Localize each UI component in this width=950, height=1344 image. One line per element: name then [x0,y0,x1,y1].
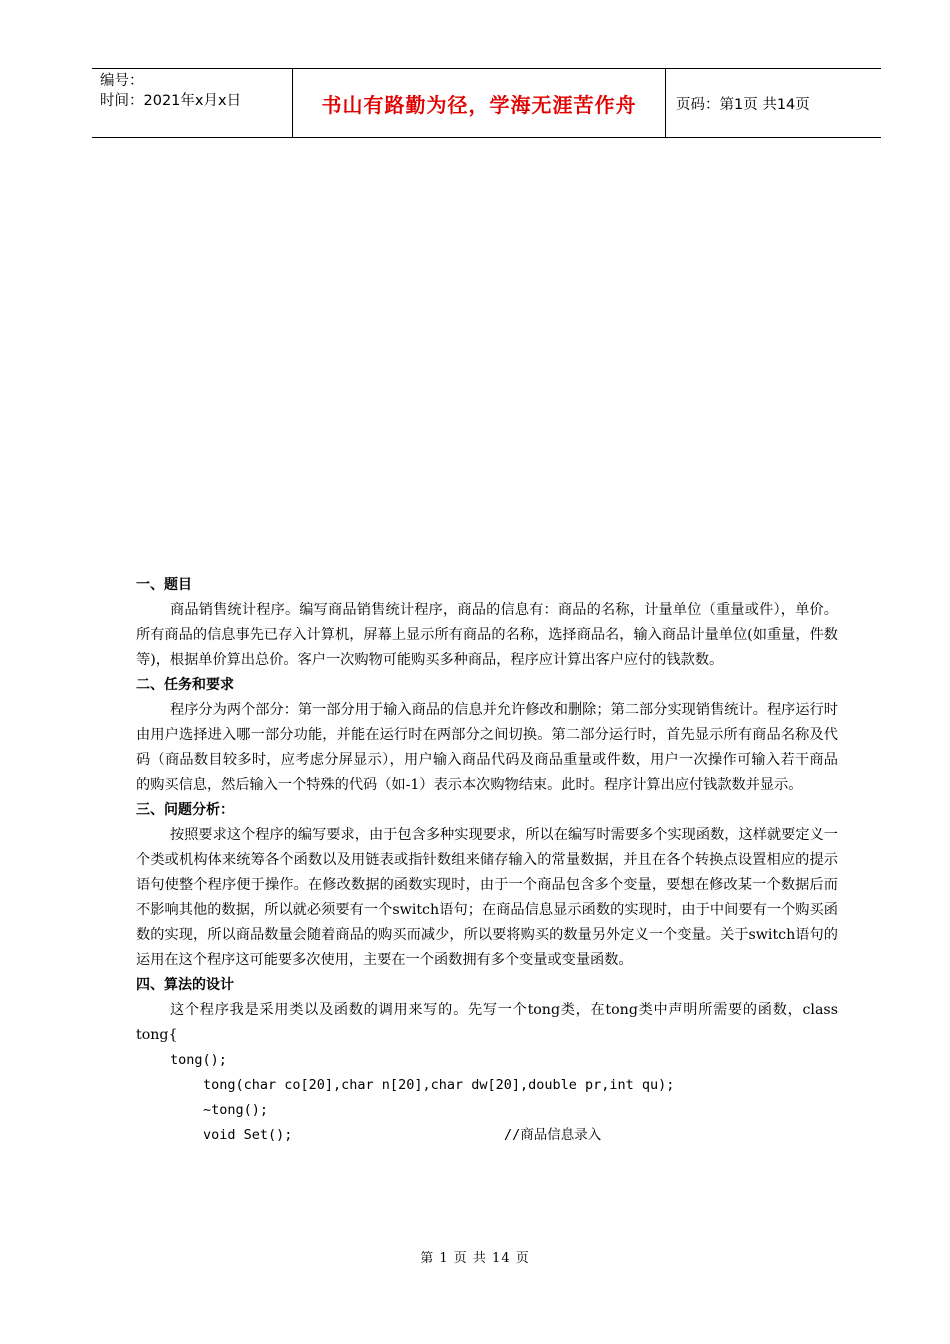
code-line-4 [136,1123,838,1148]
page-footer: 第 1 页 共 14 页 [420,1251,530,1266]
header-time: 时间：2021年x月x日 [100,93,242,109]
code-line-2: tong(char co[20],char n[20],char dw[20],double pr,int qu); [203,1077,675,1093]
section-text-3: 按照要求这个程序的编写要求，由于包含多种实现要求，所以在编写时需要多个实现函数，这样就要定义一个类或机构体来统筹各个函数以及用链表或指针数组来储存输入的常量数据，并且在各个转换点设置相应的提示语句使整个程序便于操作。在修改数据的函数实现时，由于一个商品包含多个变量，要想在修改某一个数据后而不影响其他的数据，所以就必须要有一个switch语句；在商品信息显示函数的实现时，由于中间要有一个购买函数的实现，所以商品数量会随着商品的购买而减少，所以要将购买的数量另外定义一个变量。关于switch语句的运用在这个程序这可能要多次使用，主要在一个函数拥有多个变量或变量函数。 [136,827,838,968]
code-line-1: tong(); [170,1052,227,1068]
section-text-4: 这个程序我是采用类以及函数的调用来写的。先写一个tong类，在tong类中声明所需要的函数，class tong{ [136,1002,838,1043]
code-line-3: ~tong(); [203,1102,269,1118]
page-header [92,68,881,138]
section-title-3: 三、问题分析： [136,802,234,818]
section-text-1: 商品销售统计程序。编写商品销售统计程序，商品的信息有：商品的名称，计量单位（重量或件），单价。所有商品的信息事先已存入计算机，屏幕上显示所有商品的名称，选择商品名，输入商品计量单位(如重量，件数等)，根据单价算出总价。客户一次购物可能购买多种商品，程序应计算出客户应付的钱款数。 [136,602,838,668]
header-page-info: 页码：第1页 共14页 [676,96,810,113]
document-body [136,573,838,1148]
section-title-4: 四、算法的设计 [136,977,234,993]
section-title-1: 一、题目 [136,577,192,593]
header-motto: 书山有路勤为径，学海无涯苦作舟 [292,69,666,137]
header-number: 编号： [100,73,144,89]
code-line-4-statement: void Set(); [203,1127,293,1143]
section-text-2: 程序分为两个部分：第一部分用于输入商品的信息并允许修改和删除；第二部分实现销售统计。程序运行时由用户选择进入哪一部分功能，并能在运行时在两部分之间切换。第二部分运行时，首先显示所有商品名称及代码（商品数目较多时，应考虑分屏显示），用户输入商品代码及商品重量或件数，用户一次操作可输入若干商品的购买信息，然后输入一个特殊的代码（如-1）表示本次购物结束。此时。程序计算出应付钱款数并显示。 [136,702,838,793]
header-meta [100,71,292,135]
code-line-4-comment: //商品信息录入 [504,1127,602,1143]
section-title-2: 二、任务和要求 [136,677,234,693]
